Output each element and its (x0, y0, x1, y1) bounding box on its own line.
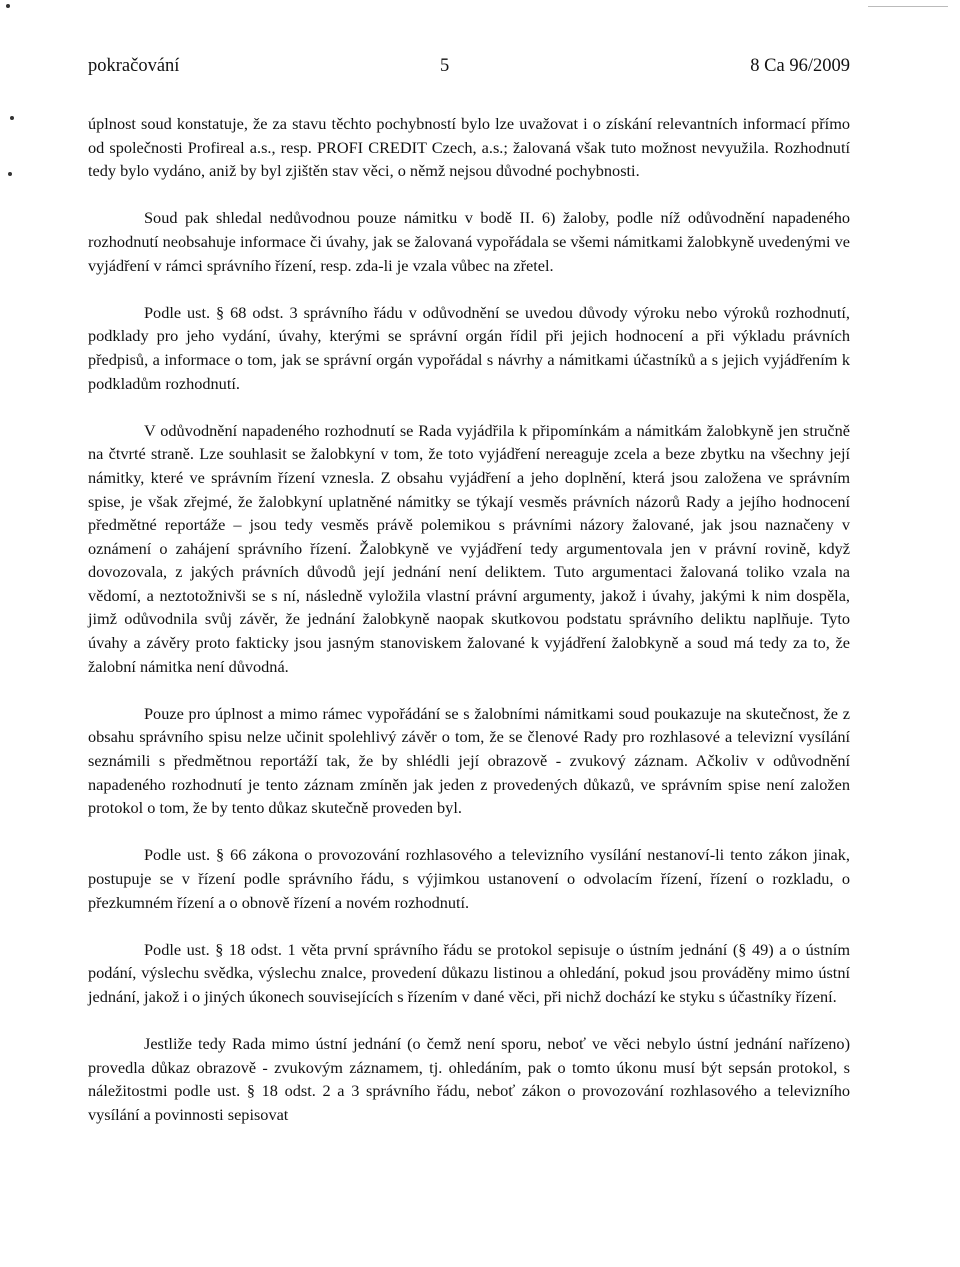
paragraph: Pouze pro úplnost a mimo rámec vypořádání se s žalobními námitkami soud poukazuje na skutečnost, že z obsahu správního spisu nelze učinit spolehlivý závěr o tom, že se členové Rady pro rozhlasové a televizní vysílání seznámili s předmětnou reportáží tak, že by shlédli její obrazově - zvukový záznam. Ačkoliv v odůvodnění napadeného rozhodnutí je tento záznam zmíněn jak jeden z provedených důkazů, ve správním spise není založen protokol o tom, že by tento důkaz skutečně proveden byl. (88, 703, 850, 818)
header-continuation: pokračování (88, 56, 180, 76)
paragraph: Soud pak shledal nedůvodnou pouze námitku v bodě II. 6) žaloby, podle níž odůvodnění napadeného rozhodnutí neobsahuje informace či úvahy, jak se žalovaná vypořádala se všemi námitkami žalobkyně uvedenými ve vyjádření v rámci správního řízení, resp. zda-li je vzala vůbec na zřetel. (88, 208, 850, 275)
header-page-number: 5 (440, 56, 450, 76)
paragraph: Podle ust. § 68 odst. 3 správního řádu v odůvodnění se uvedou důvody výroku nebo výroků rozhodnutí, podklady pro jeho vydání, úvahy, kterými se správní orgán řídil při jejich hodnocení a při výkladu právních předpisů, a informace o tom, jak se správní orgán vypořádal s návrhy a námitkami účastníků a s jejich vyjádřením k podkladům rozhodnutí. (88, 302, 850, 393)
scan-edge-line (868, 6, 948, 7)
paragraph: úplnost soud konstatuje, že za stavu těchto pochybností bylo lze uvažovat i o získání relevantních informací přímo od společnosti Profireal a.s., resp. PROFI CREDIT Czech, a.s.; žalovaná však tuto možnost nevyužila. Rozhodnutí tedy bylo vydáno, aniž by byl zjištěn stav věci, o němž nejsou důvodné pochybnosti. (88, 114, 850, 181)
scan-speck (6, 4, 10, 8)
paragraph: Podle ust. § 66 zákona o provozování rozhlasového a televizního vysílání nestanoví-li tento zákon jinak, postupuje se v řízení podle správního řádu, s výjimkou ustanovení o odvolacím řízení, řízení o rozkladu, o přezkumném řízení a o obnově řízení a novém rozhodnutí. (88, 845, 850, 912)
scan-speck (8, 172, 12, 176)
page-header (88, 56, 850, 82)
scan-speck (10, 116, 14, 120)
paragraph: Podle ust. § 18 odst. 1 věta první správního řádu se protokol sepisuje o ústním jednání (§ 49) a o ústním podání, výslechu svědka, výslechu znalce, provedení důkazu listinou a ohledání, pokud jsou prováděny mimo ústní jednání, jakož i o jiných úkonech souvisejících s řízením v dané věci, při nichž dochází ke styku s účastníky řízení. (88, 939, 850, 1006)
paragraph: Jestliže tedy Rada mimo ústní jednání (o čemž není sporu, neboť ve věci nebylo ústní jednání nařízeno) provedla důkaz obrazově - zvukovým záznamem, tj. ohledáním, pak o tomto úkonu musí být sepsán protokol, s náležitostmi podle ust. § 18 odst. 2 a 3 správního řádu, neboť zákon o provozování rozhlasového a televizního vysílání a povinnosti sepisovat (88, 1034, 850, 1124)
paragraph: V odůvodnění napadeného rozhodnutí se Rada vyjádřila k připomínkám a námitkám žalobkyně jen stručně na čtvrté straně. Lze souhlasit se žalobkyní v tom, že toto vyjádření nereaguje zcela a beze zbytku na všechny její námitky, které ve správním řízení vznesla. Z obsahu vyjádření a jeho doplnění, která jsou založena ve správním spise, je však zřejmé, že žalobkyní uplatněné námitky se týkají vesměs právních názorů Rady a jejího hodnocení předmětné reportáže – jsou tedy vesměs právě polemikou s právními názory žalované, jak jsou naznačeny v oznámení o zahájení správního řízení. Žalobkyně ve vyjádření tedy argumentovala jen v právní rovině, když dovozovala, z jakých právních důvodů její jednání není deliktem. Tuto argumentaci žalovaná toliko vzala na vědomí, a neztotožnivši se s ní, následně vyložila vlastní právní argumenty, jakož i úvahy, jakými k nim dospěla, jimž odůvodnila svůj závěr, že jednání žalobkyně naopak skutkovou podstatu správního deliktu naplňuje. Tyto úvahy a závěry proto fakticky jsou jasným stanoviskem žalované k vyjádření žalobkyně a soud má tedy za to, že žalobní námitka není důvodná. (88, 420, 850, 676)
document-body (88, 112, 850, 1150)
header-case-number: 8 Ca 96/2009 (750, 56, 850, 76)
